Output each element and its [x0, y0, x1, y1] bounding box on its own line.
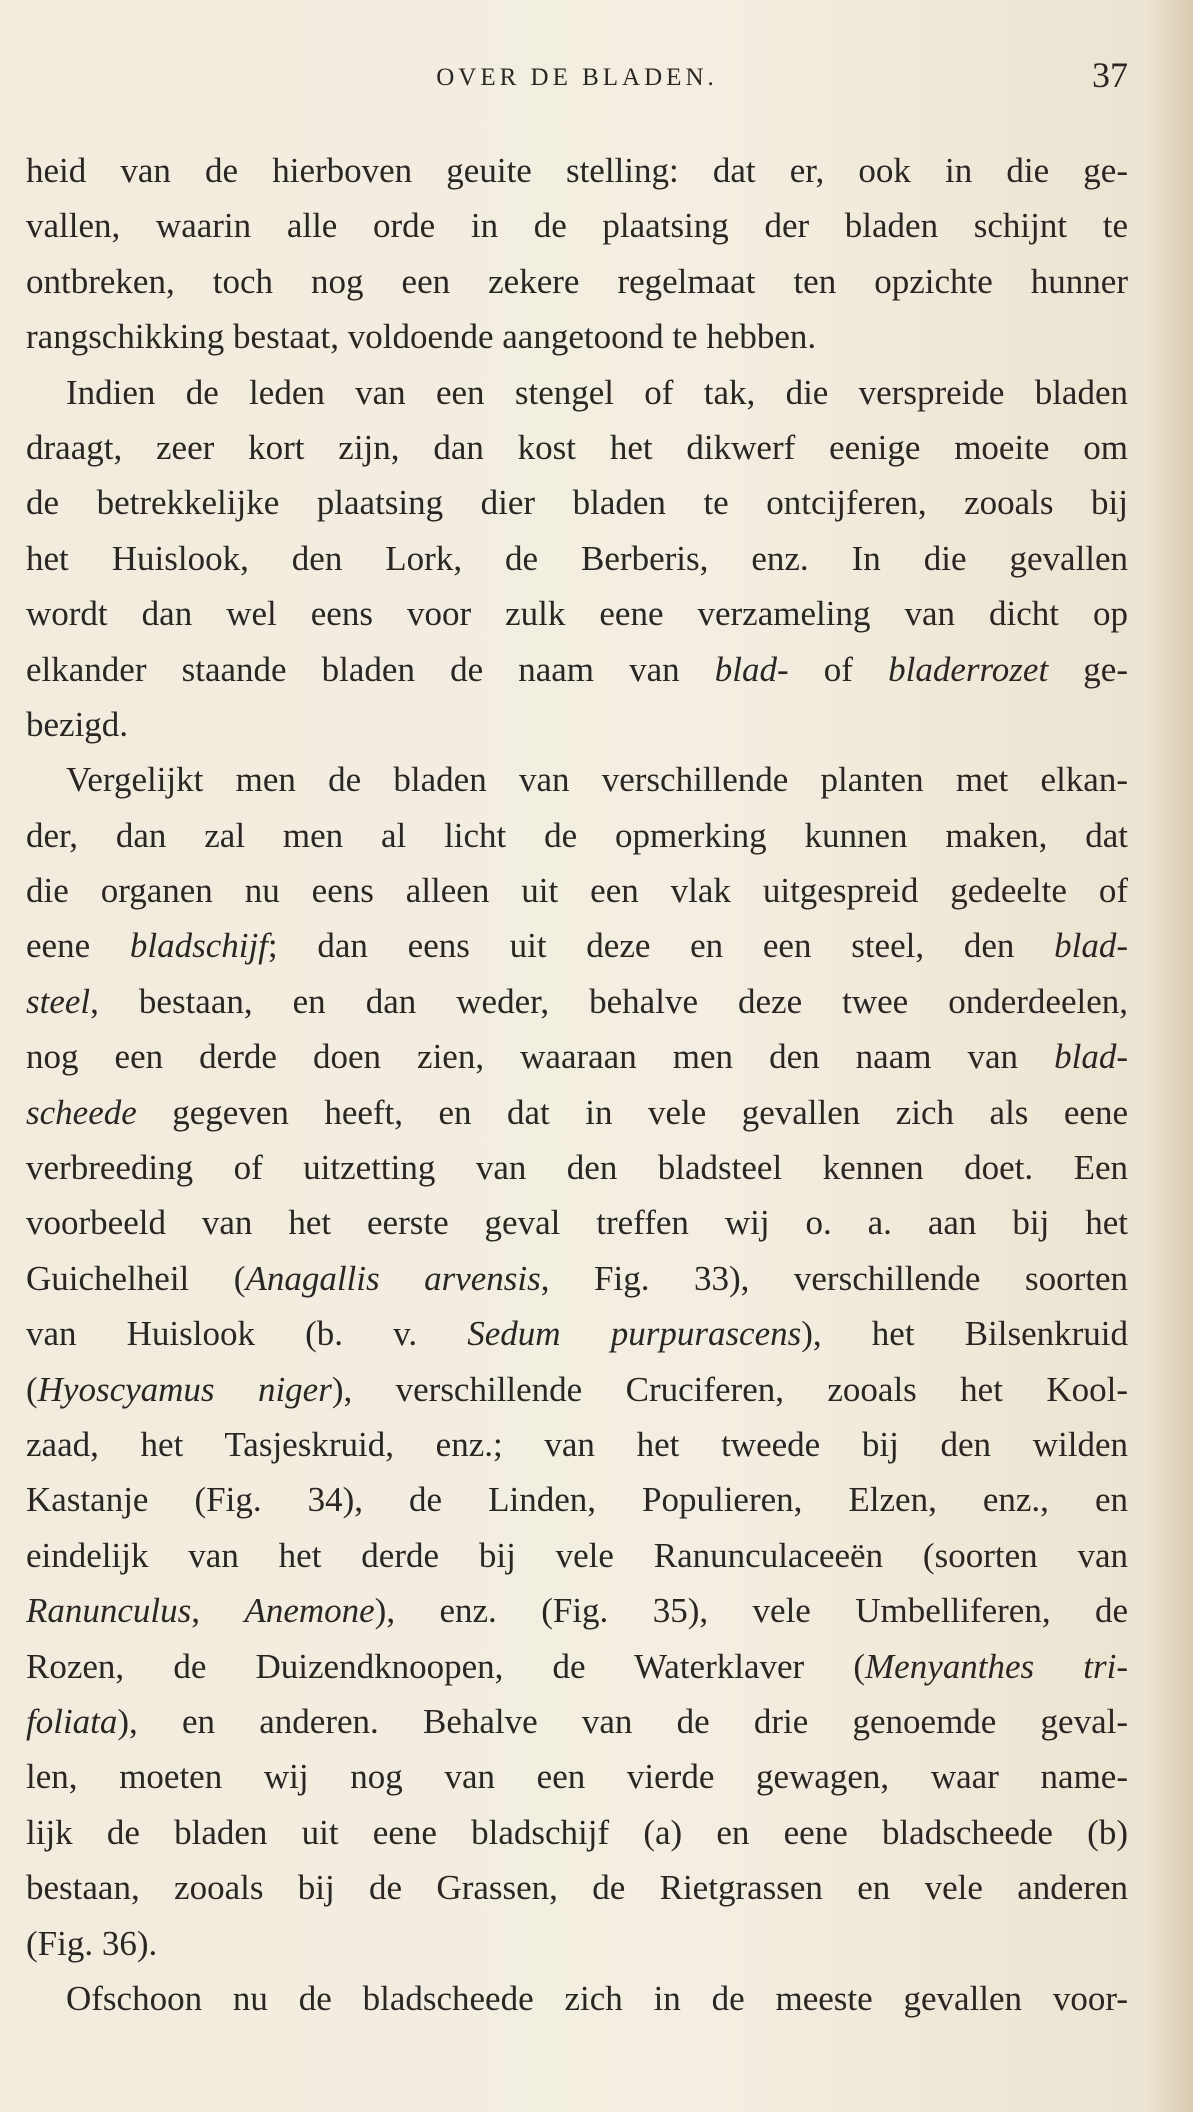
- text-segment: ), en anderen. Behalve van de drie genoemde geval-: [117, 1701, 1128, 1741]
- text-segment: lijk de bladen uit eene bladschijf (a) en eene bladscheede (b): [26, 1812, 1128, 1852]
- text-segment: wordt dan wel eens voor zulk eene verzameling van dicht op: [26, 594, 1128, 634]
- text-segment: voorbeeld van het eerste geval treffen wij o. a. aan bij het: [26, 1203, 1128, 1243]
- text-segment: die organen nu eens alleen uit een vlak uitgespreid gedeelte of: [26, 871, 1128, 911]
- body-text: [26, 143, 1128, 2026]
- running-head: OVER DE BLADEN.: [436, 64, 718, 91]
- text-segment: het Huislook, den Lork, de Berberis, enz. In die gevallen: [26, 538, 1128, 578]
- italic-term: steel: [26, 981, 91, 1021]
- text-line: [26, 1583, 1128, 1638]
- text-segment: draagt, zeer kort zijn, dan kost het dikwerf eenige moeite om: [26, 427, 1128, 467]
- text-segment: Kastanje (Fig. 34), de Linden, Populieren, Elzen, enz., en: [26, 1480, 1128, 1520]
- text-segment: ), verschillende Cruciferen, zooals het Kool-: [331, 1369, 1128, 1409]
- italic-term: foliata: [26, 1701, 118, 1741]
- text-line: [26, 586, 1128, 641]
- text-line: [26, 143, 1128, 198]
- text-line: [26, 1362, 1128, 1417]
- text-segment: ), enz. (Fig. 35), vele Umbelliferen, de: [374, 1591, 1128, 1631]
- text-line: [26, 1306, 1128, 1361]
- text-segment: zaad, het Tasjeskruid, enz.; van het tweede bij den wilden: [26, 1424, 1128, 1464]
- text-segment: elkander staande bladen de naam van: [26, 649, 715, 689]
- text-segment: eene: [26, 926, 130, 966]
- italic-term: Hyoscyamus niger: [37, 1369, 332, 1409]
- italic-term: blad-: [1054, 926, 1128, 966]
- text-segment: vallen, waarin alle orde in de plaatsing der bladen schijnt te: [26, 206, 1128, 246]
- text-line: [26, 1251, 1128, 1306]
- text-line: [26, 918, 1128, 973]
- text-line: [26, 1195, 1128, 1250]
- text-line: [26, 863, 1128, 918]
- text-segment: len, moeten wij nog van een vierde gewagen, waar name-: [26, 1757, 1128, 1797]
- italic-term: Anagallis arvensis: [245, 1258, 541, 1298]
- page-header: [26, 55, 1128, 108]
- italic-term: Ranunculus: [26, 1591, 192, 1631]
- text-segment: Indien de leden van een stengel of tak, die verspreide bladen: [66, 372, 1128, 412]
- italic-term: Sedum purpurascens: [467, 1314, 802, 1354]
- text-segment: gegeven heeft, en dat in vele gevallen zich als eene: [136, 1092, 1128, 1132]
- text-line: [26, 531, 1128, 586]
- text-line: [26, 1140, 1128, 1195]
- text-segment: , Fig. 33), verschillende soorten: [540, 1258, 1128, 1298]
- text-line: [26, 752, 1128, 807]
- page-number: 37: [1092, 55, 1128, 95]
- text-segment: Ofschoon nu de bladscheede zich in de meeste gevallen voor-: [66, 1978, 1128, 2018]
- text-line: [26, 1472, 1128, 1527]
- text-line: [26, 1971, 1128, 2026]
- italic-term: Anemone: [244, 1591, 375, 1631]
- text-line: [26, 974, 1128, 1029]
- text-segment: rangschikking bestaat, voldoende aangetoond te hebben.: [26, 317, 817, 357]
- text-segment: , bestaan, en dan weder, behalve deze twee onderdeelen,: [90, 981, 1128, 1021]
- text-line: [26, 1417, 1128, 1472]
- text-line: [26, 642, 1128, 697]
- text-line: [26, 309, 1128, 364]
- text-line: [26, 697, 1128, 752]
- text-line: [26, 1805, 1128, 1860]
- text-segment: verbreeding of uitzetting van den bladsteel kennen doet. Een: [26, 1148, 1128, 1188]
- text-line: [26, 1085, 1128, 1140]
- text-segment: bezigd.: [26, 704, 129, 744]
- text-segment: heid van de hierboven geuite stelling: dat er, ook in die ge-: [26, 151, 1128, 190]
- italic-term: bladerrozet: [888, 649, 1049, 689]
- italic-term: scheede: [26, 1092, 137, 1132]
- text-segment: nog een derde doen zien, waaraan men den naam van: [26, 1037, 1055, 1077]
- italic-term: blad-: [714, 649, 789, 689]
- text-line: [26, 808, 1128, 863]
- text-segment: (: [26, 1369, 38, 1409]
- text-segment: (Fig. 36).: [26, 1923, 158, 1963]
- text-segment: ge-: [1048, 649, 1128, 689]
- text-line: [26, 1528, 1128, 1583]
- text-segment: Guichelheil (: [26, 1258, 246, 1298]
- text-line: [26, 1860, 1128, 1915]
- text-line: [26, 1029, 1128, 1084]
- text-line: [26, 1749, 1128, 1804]
- text-segment: de betrekkelijke plaatsing dier bladen te ontcijferen, zooals bij: [26, 483, 1128, 523]
- italic-term: bladschijf: [129, 926, 268, 966]
- text-line: [26, 1639, 1128, 1694]
- text-segment: ), het Bilsenkruid: [801, 1314, 1128, 1354]
- text-line: [26, 198, 1128, 253]
- italic-term: Menyanthes tri-: [865, 1646, 1128, 1686]
- text-segment: ontbreken, toch nog een zekere regelmaat ten opzichte hunner: [26, 261, 1128, 301]
- text-line: [26, 254, 1128, 309]
- text-line: [26, 365, 1128, 420]
- text-segment: of: [788, 649, 889, 689]
- text-segment: ,: [191, 1591, 245, 1631]
- text-line: [26, 1916, 1128, 1971]
- text-line: [26, 475, 1128, 530]
- text-segment: bestaan, zooals bij de Grassen, de Rietgrassen en vele anderen: [26, 1868, 1128, 1908]
- text-line: [26, 420, 1128, 475]
- text-segment: ; dan eens uit deze en een steel, den: [267, 926, 1055, 966]
- text-segment: van Huislook (b. v.: [26, 1314, 468, 1354]
- text-segment: Vergelijkt men de bladen van verschillende planten met elkan-: [66, 760, 1128, 800]
- text-segment: Rozen, de Duizendknoopen, de Waterklaver (: [26, 1646, 866, 1686]
- italic-term: blad-: [1054, 1037, 1128, 1077]
- text-line: [26, 1694, 1128, 1749]
- text-segment: eindelijk van het derde bij vele Ranunculaceeën (soorten van: [26, 1535, 1128, 1575]
- text-segment: der, dan zal men al licht de opmerking kunnen maken, dat: [26, 815, 1128, 855]
